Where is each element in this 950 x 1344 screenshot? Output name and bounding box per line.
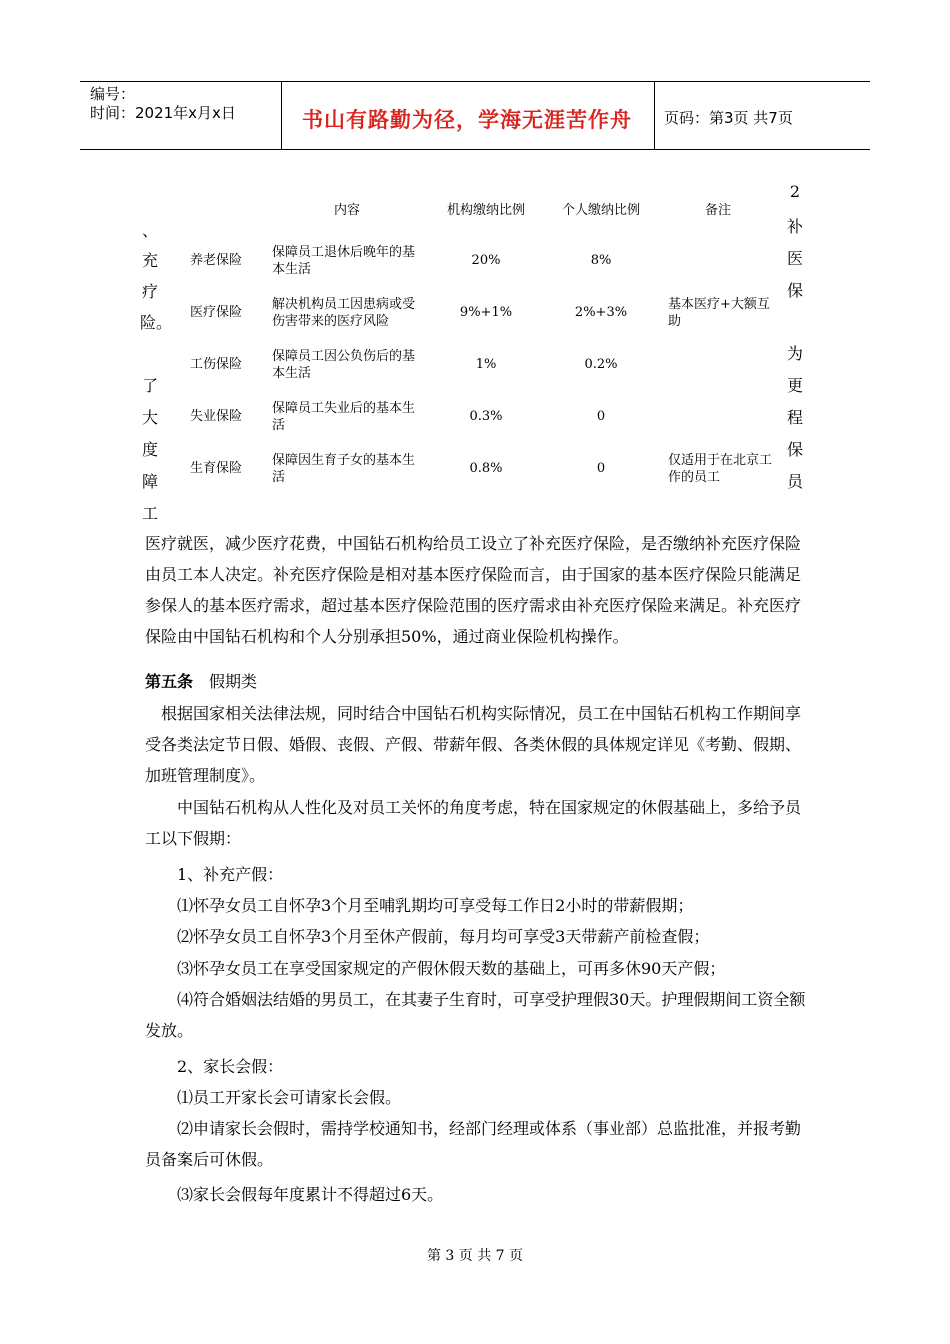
table-row-name: 生育保险: [190, 461, 243, 476]
wrap-left-char: 大: [141, 408, 158, 427]
list-item-supplementary-maternity: 1、补充产假：: [177, 865, 284, 884]
list-item-parent-meeting: 2、家长会假：: [177, 1057, 284, 1076]
wrap-left-char: 充: [141, 251, 158, 270]
table-header-personal-rate: 个人缴纳比例: [561, 203, 640, 218]
wrap-left-char: 了: [141, 376, 158, 395]
table-row-org-rate: 0.3%: [469, 409, 503, 424]
header-divider-right: [654, 81, 655, 150]
wrap-right-char: 保: [786, 440, 803, 459]
section-5-title: 假期类: [209, 672, 258, 691]
table-row-org-rate: 0.8%: [469, 461, 503, 476]
table-row-note: 仅适用于在北京工作的员工: [668, 453, 773, 485]
table-row-name: 工伤保险: [190, 357, 243, 372]
header-time: 时间：2021年x月x日: [90, 104, 236, 122]
wrap-right-char: 为: [786, 344, 803, 363]
table-row-content: 解决机构员工因患病或受伤害带来的医疗风险: [272, 297, 416, 329]
table-row-content: 保障员工退休后晚年的基本生活: [272, 245, 416, 277]
table-row-personal-rate: 8%: [590, 253, 612, 268]
table-row-personal-rate: 0.2%: [584, 357, 618, 372]
list-item-parent-meeting-3: ⑶家长会假每年度累计不得超过6天。: [177, 1185, 444, 1204]
list-item-maternity-3: ⑶怀孕女员工在享受国家规定的产假休假天数的基础上，可再多休90天产假；: [177, 959, 726, 978]
wrap-left-char: 险。: [140, 313, 173, 332]
section-5-heading: [145, 669, 257, 692]
wrap-right-char: 员: [786, 472, 803, 491]
table-row-content: 保障员工失业后的基本生活: [272, 401, 416, 433]
wrap-left-char: 工: [141, 504, 158, 523]
table-header-content: 内容: [333, 203, 360, 218]
wrap-right-char: 程: [786, 408, 803, 427]
table-header-note: 备注: [704, 203, 731, 218]
table-row-personal-rate: 0: [596, 461, 606, 476]
table-row-personal-rate: 0: [596, 409, 606, 424]
wrap-right-char: 补: [786, 217, 803, 236]
wrap-right-char: 2: [789, 182, 801, 201]
wrap-left-char: 度: [141, 440, 158, 459]
table-row-org-rate: 1%: [475, 357, 497, 372]
table-row-name: 医疗保险: [190, 305, 243, 320]
wrap-right-char: 保: [786, 281, 803, 300]
wrap-left-char: 障: [141, 472, 158, 491]
header-page-number: 页码：第3页 共7页: [664, 109, 793, 127]
header-motto: 书山有路勤为径，学海无涯苦作舟: [302, 108, 632, 132]
list-item-parent-meeting-2: ⑵申请家长会假时，需持学校通知书，经部门经理或体系（事业部）总监批准，并报考勤员备案后可休假。: [145, 1119, 802, 1169]
table-row-note: 基本医疗+大额互助: [668, 297, 770, 329]
header-top-rule: [80, 81, 870, 82]
page-footer: 第 3 页 共 7 页: [426, 1248, 524, 1264]
paragraph-leave-regulations: 根据国家相关法律法规，同时结合中国钻石机构实际情况，员工在中国钻石机构工作期间享受各类法定节日假、婚假、丧假、产假、带薪年假、各类休假的具体规定详见《考勤、假期、加班管理制度》。: [145, 704, 802, 785]
table-row-name: 养老保险: [190, 253, 243, 268]
table-header-org-rate: 机构缴纳比例: [446, 203, 525, 218]
table-row-personal-rate: 2%+3%: [574, 305, 628, 320]
section-5-number: 第五条: [145, 672, 194, 691]
table-row-name: 失业保险: [190, 409, 243, 424]
list-item-parent-meeting-1: ⑴员工开家长会可请家长会假。: [177, 1088, 402, 1107]
table-row-content: 保障员工因公负伤后的基本生活: [272, 349, 416, 381]
wrap-right-char: 医: [786, 249, 803, 268]
list-item-maternity-2: ⑵怀孕女员工自怀孕3个月至休产假前，每月均可享受3天带薪产前检查假；: [177, 927, 710, 946]
header-number: 编号：: [90, 85, 136, 103]
paragraph-extra-leave-intro: 中国钻石机构从人性化及对员工关怀的角度考虑，特在国家规定的休假基础上，多给予员工以下假期：: [145, 798, 802, 848]
table-row-org-rate: 9%+1%: [459, 305, 513, 320]
header-divider-left: [281, 81, 282, 150]
list-item-maternity-4: ⑷符合婚姻法结婚的男员工，在其妻子生育时，可享受护理假30天。护理假期间工资全额发放。: [145, 990, 806, 1040]
paragraph-supplementary-medical: 医疗就医，减少医疗花费，中国钻石机构给员工设立了补充医疗保险，是否缴纳补充医疗保险由员工本人决定。补充医疗保险是相对基本医疗保险而言，由于国家的基本医疗保险只能满足参保人的基本医疗需求，超过基本医疗保险范围的医疗需求由补充医疗保险来满足。补充医疗保险由中国钻石机构和个人分别承担50%，通过商业保险机构操作。: [145, 534, 802, 646]
wrap-left-char: 、: [141, 221, 158, 240]
table-row-org-rate: 20%: [471, 253, 501, 268]
wrap-right-char: 更: [786, 376, 803, 395]
header-bottom-rule: [80, 149, 870, 150]
list-item-maternity-1: ⑴怀孕女员工自怀孕3个月至哺乳期均可享受每工作日2小时的带薪假期；: [177, 896, 694, 915]
wrap-left-char: 疗: [141, 282, 158, 301]
table-row-content: 保障因生育子女的基本生活: [272, 453, 416, 485]
